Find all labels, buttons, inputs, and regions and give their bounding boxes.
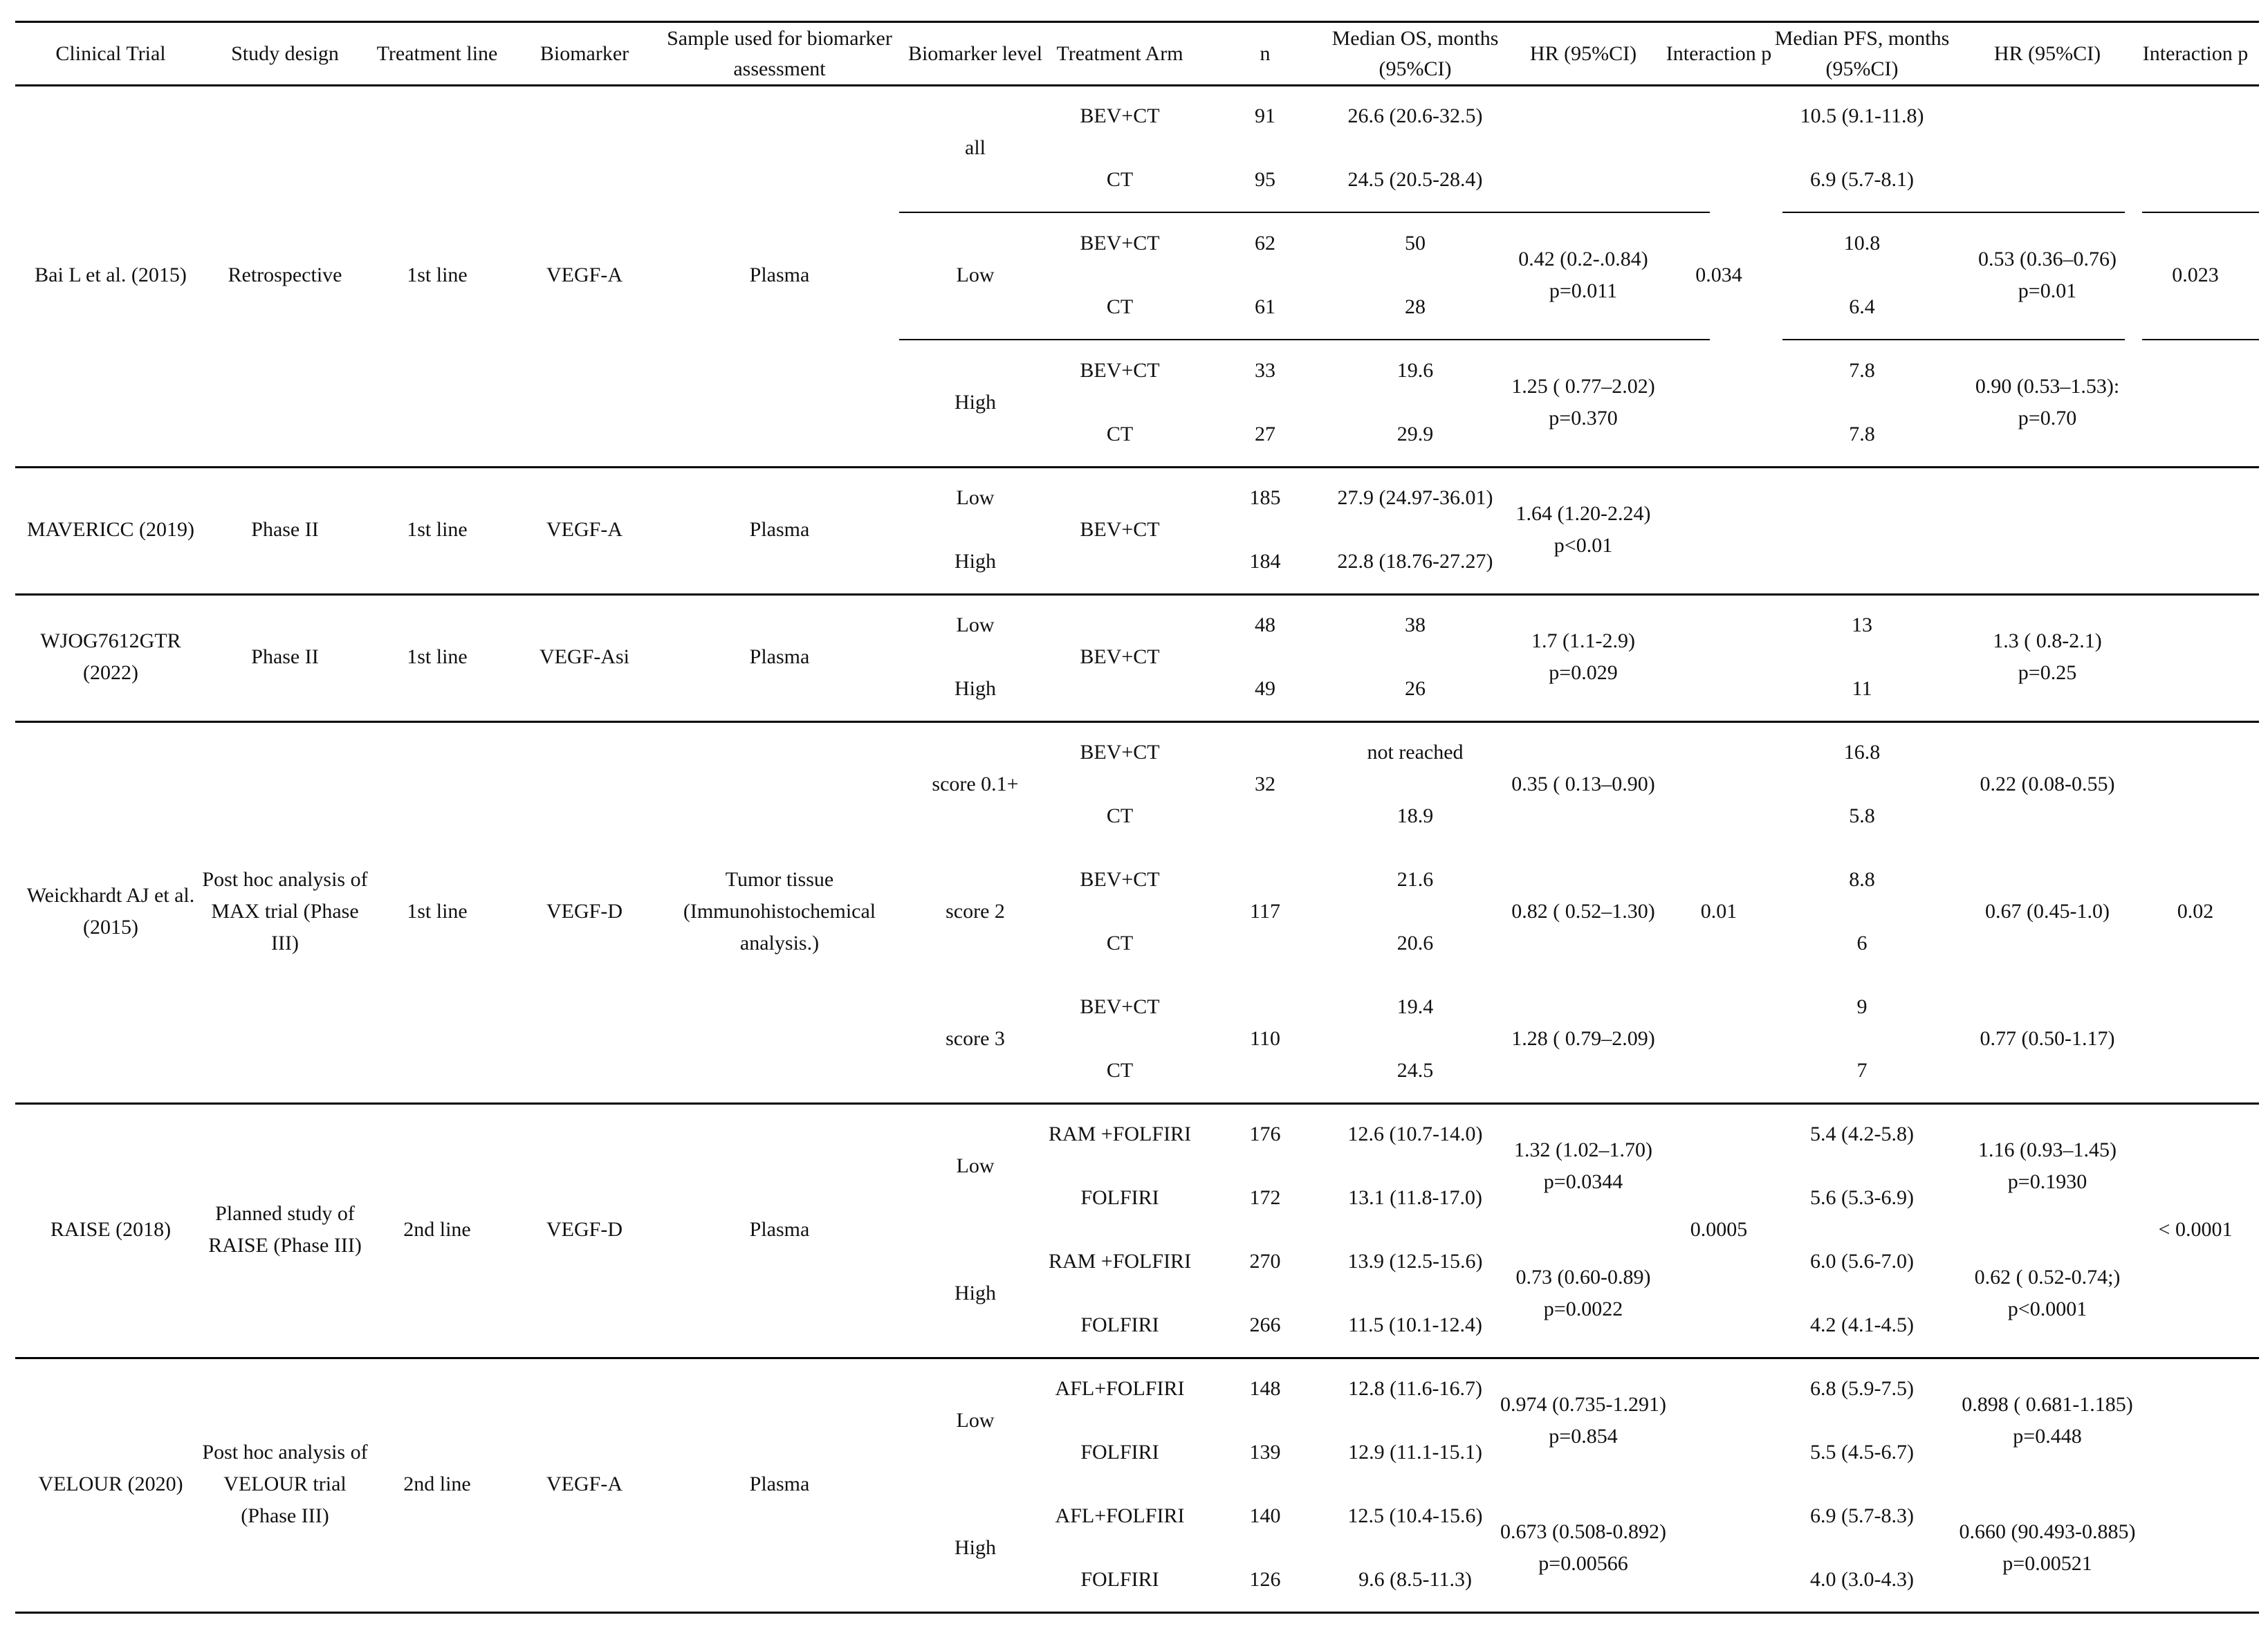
median-pfs: 4.0 (3.0-4.3) bbox=[1810, 1568, 1914, 1591]
hr-pfs-line: 0.53 (0.36–0.76) bbox=[1978, 248, 2117, 270]
median-pfs: 6 bbox=[1856, 932, 1868, 954]
treatment-arm: AFL+FOLFIRI bbox=[1055, 1504, 1185, 1527]
header-median-pfs-line: Median PFS, months bbox=[1774, 27, 1950, 50]
biomarker-level: High bbox=[955, 391, 996, 414]
table-rule bbox=[1782, 339, 2125, 340]
hr-pfs-line: p=0.1930 bbox=[2007, 1170, 2087, 1193]
n-value: 140 bbox=[1249, 1504, 1281, 1527]
header-interaction-p-os: Interaction p bbox=[1666, 42, 1772, 65]
sample-type-line: analysis.) bbox=[739, 932, 820, 954]
biomarker-name: VEGF-Asi bbox=[539, 645, 630, 668]
hr-os-line: 1.25 ( 0.77–2.02) bbox=[1511, 375, 1655, 398]
interaction-p-pfs: 0.02 bbox=[2177, 900, 2214, 923]
n-value: 126 bbox=[1249, 1568, 1281, 1591]
treatment-arm: CT bbox=[1106, 168, 1134, 191]
hr-pfs bbox=[1962, 1389, 2132, 1452]
median-os: 13.1 (11.8-17.0) bbox=[1348, 1186, 1482, 1209]
median-os: 24.5 (20.5-28.4) bbox=[1347, 168, 1483, 191]
study-design-line: Post hoc analysis of bbox=[202, 1441, 368, 1464]
n-value: 172 bbox=[1249, 1186, 1281, 1209]
median-os: 29.9 bbox=[1396, 423, 1434, 445]
n-value: 91 bbox=[1255, 104, 1275, 127]
treatment-arm: CT bbox=[1106, 423, 1134, 445]
sample-type bbox=[750, 1468, 810, 1500]
header-sample-line: Sample used for biomarker bbox=[667, 27, 892, 50]
median-os: 26 bbox=[1405, 677, 1426, 700]
treatment-line: 2nd line bbox=[403, 1473, 471, 1495]
hr-os bbox=[1500, 1389, 1666, 1452]
hr-os-line: p=0.011 bbox=[1549, 279, 1618, 302]
header-sample-line: assessment bbox=[733, 57, 826, 80]
hr-pfs-line: 1.3 ( 0.8-2.1) bbox=[1993, 629, 2102, 652]
biomarker-name: VEGF-A bbox=[546, 518, 623, 541]
treatment-line: 2nd line bbox=[403, 1218, 471, 1241]
treatment-arm: AFL+FOLFIRI bbox=[1055, 1377, 1185, 1400]
trial-name bbox=[38, 1468, 183, 1500]
biomarker-level: Low bbox=[956, 486, 995, 509]
trial-name-line: RAISE (2018) bbox=[50, 1218, 172, 1241]
header-treatment-line: Treatment line bbox=[376, 42, 498, 65]
table-rule bbox=[15, 1612, 2259, 1614]
trial-name bbox=[27, 880, 195, 943]
table-rule bbox=[899, 212, 1710, 213]
table-rule bbox=[15, 1357, 2259, 1359]
results-table bbox=[15, 21, 2259, 1632]
median-os: 24.5 bbox=[1396, 1059, 1434, 1082]
median-pfs: 6.0 (5.6-7.0) bbox=[1810, 1250, 1914, 1273]
biomarker-level: score 0.1+ bbox=[932, 773, 1019, 795]
sample-type bbox=[750, 641, 810, 673]
hr-os-line: 1.7 (1.1-2.9) bbox=[1531, 629, 1635, 652]
n-value: 266 bbox=[1249, 1313, 1281, 1336]
median-os: 19.4 bbox=[1396, 995, 1434, 1018]
table-rule bbox=[15, 84, 2259, 86]
hr-os-line: 0.974 (0.735-1.291) bbox=[1500, 1393, 1666, 1416]
treatment-arm: BEV+CT bbox=[1080, 104, 1160, 127]
treatment-arm: RAM +FOLFIRI bbox=[1048, 1123, 1192, 1145]
hr-pfs-line: 0.90 (0.53–1.53): bbox=[1975, 375, 2120, 398]
n-value: 117 bbox=[1250, 900, 1280, 923]
sample-type-line: Plasma bbox=[749, 1218, 810, 1241]
sample-type-line: (Immunohistochemical bbox=[683, 900, 876, 923]
hr-pfs-line: p=0.01 bbox=[2018, 279, 2077, 302]
trial-name bbox=[35, 259, 187, 291]
n-value: 184 bbox=[1249, 550, 1281, 573]
hr-os: 0.82 ( 0.52–1.30) bbox=[1511, 900, 1655, 923]
median-os: 22.8 (18.76-27.27) bbox=[1337, 550, 1493, 573]
header-biomarker: Biomarker bbox=[540, 42, 629, 65]
hr-pfs-line: 0.898 ( 0.681-1.185) bbox=[1962, 1393, 2133, 1416]
header-hr-pfs: HR (95%CI) bbox=[1993, 42, 2101, 65]
study-design bbox=[251, 514, 318, 546]
study-design-line: RAISE (Phase III) bbox=[208, 1234, 362, 1257]
biomarker-level: High bbox=[955, 677, 996, 700]
biomarker-level: High bbox=[955, 550, 996, 573]
n-value: 95 bbox=[1255, 168, 1275, 191]
table-rule bbox=[2142, 339, 2259, 340]
hr-pfs-line: p=0.00521 bbox=[2002, 1552, 2092, 1575]
header-median-pfs-line: (95%CI) bbox=[1825, 57, 1899, 80]
hr-pfs bbox=[1960, 1516, 2136, 1580]
median-os: 13.9 (12.5-15.6) bbox=[1347, 1250, 1483, 1273]
treatment-arm: BEV+CT bbox=[1080, 518, 1160, 541]
header-median-os-line: Median OS, months bbox=[1331, 27, 1499, 50]
n-value: 48 bbox=[1255, 614, 1275, 636]
median-pfs: 10.8 bbox=[1843, 232, 1881, 255]
header-median-os bbox=[1332, 24, 1499, 84]
n-value: 62 bbox=[1255, 232, 1275, 255]
hr-os: 0.35 ( 0.13–0.90) bbox=[1511, 773, 1655, 795]
n-value: 33 bbox=[1255, 359, 1275, 382]
table-rule bbox=[2142, 212, 2259, 213]
sample-type bbox=[750, 1214, 810, 1246]
trial-name-line: (2022) bbox=[83, 661, 138, 684]
study-design bbox=[208, 1198, 362, 1262]
table-rule bbox=[15, 593, 2259, 596]
hr-pfs-line: p=0.448 bbox=[2013, 1425, 2082, 1448]
table-rule bbox=[1782, 212, 2125, 213]
median-pfs: 10.5 (9.1-11.8) bbox=[1800, 104, 1924, 127]
treatment-arm: CT bbox=[1106, 932, 1134, 954]
study-design-line: Phase II bbox=[251, 645, 319, 668]
study-design bbox=[251, 641, 318, 673]
sample-type-line: Tumor tissue bbox=[725, 868, 834, 891]
median-pfs: 6.9 (5.7-8.3) bbox=[1810, 1504, 1914, 1527]
hr-pfs-line: p<0.0001 bbox=[2007, 1298, 2087, 1320]
hr-os: 1.28 ( 0.79–2.09) bbox=[1511, 1027, 1655, 1050]
treatment-arm: FOLFIRI bbox=[1080, 1313, 1159, 1336]
trial-name-line: Bai L et al. (2015) bbox=[35, 264, 187, 286]
hr-os bbox=[1516, 498, 1651, 562]
header-study-design: Study design bbox=[231, 42, 339, 65]
biomarker-level: Low bbox=[956, 1409, 995, 1432]
trial-name-line: WJOG7612GTR bbox=[40, 629, 181, 652]
hr-os bbox=[1531, 625, 1635, 689]
treatment-arm: BEV+CT bbox=[1080, 232, 1160, 255]
hr-os-line: 1.64 (1.20-2.24) bbox=[1515, 502, 1651, 525]
sample-type bbox=[750, 514, 810, 546]
median-os: 9.6 (8.5-11.3) bbox=[1358, 1568, 1472, 1591]
hr-os-line: 0.673 (0.508-0.892) bbox=[1500, 1520, 1666, 1543]
hr-os bbox=[1518, 243, 1648, 307]
hr-pfs bbox=[1993, 625, 2101, 689]
header-biomarker-level: Biomarker level bbox=[907, 42, 1043, 65]
median-pfs: 7.8 bbox=[1849, 359, 1875, 382]
median-pfs: 5.5 (4.5-6.7) bbox=[1810, 1441, 1914, 1464]
median-os: 20.6 bbox=[1396, 932, 1434, 954]
treatment-arm: RAM +FOLFIRI bbox=[1048, 1250, 1192, 1273]
hr-pfs bbox=[1975, 1262, 2121, 1325]
median-os: 19.6 bbox=[1396, 359, 1434, 382]
median-pfs: 5.8 bbox=[1849, 804, 1875, 827]
median-os: 28 bbox=[1405, 295, 1426, 318]
median-os: 38 bbox=[1405, 614, 1426, 636]
median-os: not reached bbox=[1367, 741, 1464, 764]
trial-name bbox=[40, 625, 181, 689]
treatment-arm: BEV+CT bbox=[1080, 868, 1160, 891]
biomarker-level: all bbox=[965, 136, 986, 159]
biomarker-level: High bbox=[955, 1536, 996, 1559]
header-interaction-p-pfs: Interaction p bbox=[2142, 42, 2249, 65]
median-os: 12.8 (11.6-16.7) bbox=[1348, 1377, 1482, 1400]
study-design-line: Planned study of bbox=[215, 1202, 355, 1225]
median-os: 26.6 (20.6-32.5) bbox=[1347, 104, 1483, 127]
interaction-p-os: 0.01 bbox=[1700, 900, 1737, 923]
biomarker-level: Low bbox=[956, 1154, 995, 1177]
n-value: 110 bbox=[1250, 1027, 1280, 1050]
treatment-arm: CT bbox=[1106, 1059, 1134, 1082]
n-value: 185 bbox=[1249, 486, 1281, 509]
n-value: 148 bbox=[1249, 1377, 1281, 1400]
hr-pfs bbox=[1978, 1134, 2117, 1198]
study-design-line: Post hoc analysis of bbox=[202, 868, 368, 891]
biomarker-name: VEGF-D bbox=[546, 900, 623, 923]
hr-os-line: 0.42 (0.2-.0.84) bbox=[1518, 248, 1648, 270]
sample-type-line: Plasma bbox=[749, 264, 810, 286]
treatment-arm: FOLFIRI bbox=[1080, 1441, 1159, 1464]
sample-type bbox=[750, 259, 810, 291]
table-rule bbox=[15, 21, 2259, 23]
n-value: 61 bbox=[1255, 295, 1275, 318]
sample-type-line: Plasma bbox=[749, 518, 810, 541]
median-pfs: 11 bbox=[1852, 677, 1872, 700]
treatment-arm: CT bbox=[1106, 804, 1134, 827]
study-design-line: Retrospective bbox=[228, 264, 342, 286]
median-os: 12.6 (10.7-14.0) bbox=[1347, 1123, 1483, 1145]
hr-os-line: 0.73 (0.60-0.89) bbox=[1515, 1266, 1651, 1289]
median-pfs: 5.6 (5.3-6.9) bbox=[1810, 1186, 1914, 1209]
interaction-p-os: 0.034 bbox=[1695, 264, 1742, 286]
table-rule bbox=[15, 466, 2259, 468]
median-pfs: 6.4 bbox=[1849, 295, 1875, 318]
sample-type-line: Plasma bbox=[749, 1473, 810, 1495]
median-os: 21.6 bbox=[1396, 868, 1434, 891]
hr-pfs-line: 1.16 (0.93–1.45) bbox=[1978, 1138, 2117, 1161]
median-pfs: 8.8 bbox=[1849, 868, 1875, 891]
median-os: 18.9 bbox=[1396, 804, 1434, 827]
treatment-arm: BEV+CT bbox=[1080, 741, 1160, 764]
median-os: 12.5 (10.4-15.6) bbox=[1347, 1504, 1483, 1527]
header-median-os-line: (95%CI) bbox=[1379, 57, 1452, 80]
study-design-line: MAX trial (Phase bbox=[211, 900, 359, 923]
median-pfs: 6.9 (5.7-8.1) bbox=[1810, 168, 1914, 191]
median-pfs: 4.2 (4.1-4.5) bbox=[1810, 1313, 1914, 1336]
hr-pfs-line: p=0.25 bbox=[2018, 661, 2077, 684]
treatment-line: 1st line bbox=[407, 900, 468, 923]
hr-os bbox=[1516, 1262, 1651, 1325]
interaction-p-pfs: < 0.0001 bbox=[2158, 1218, 2233, 1241]
trial-name-line: MAVERICC (2019) bbox=[27, 518, 194, 541]
treatment-arm: FOLFIRI bbox=[1080, 1568, 1159, 1591]
hr-pfs: 0.67 (0.45-1.0) bbox=[1985, 900, 2110, 923]
hr-os-line: p=0.00566 bbox=[1538, 1552, 1628, 1575]
trial-name-line: Weickhardt AJ et al. bbox=[26, 884, 195, 907]
hr-os-line: p=0.854 bbox=[1549, 1425, 1618, 1448]
n-value: 32 bbox=[1255, 773, 1275, 795]
median-os: 50 bbox=[1405, 232, 1426, 255]
biomarker-level: score 2 bbox=[946, 900, 1005, 923]
header-median-pfs bbox=[1775, 24, 1950, 84]
median-pfs: 13 bbox=[1852, 614, 1872, 636]
study-design-line: III) bbox=[271, 932, 299, 954]
interaction-p-pfs: 0.023 bbox=[2172, 264, 2219, 286]
median-pfs: 7.8 bbox=[1849, 423, 1875, 445]
table-rule bbox=[899, 339, 1710, 340]
interaction-p-os: 0.0005 bbox=[1690, 1218, 1748, 1241]
treatment-line: 1st line bbox=[407, 518, 468, 541]
header-hr-os: HR (95%CI) bbox=[1529, 42, 1637, 65]
header-sample bbox=[667, 24, 892, 84]
treatment-line: 1st line bbox=[407, 264, 468, 286]
header-n: n bbox=[1260, 42, 1271, 65]
median-pfs: 16.8 bbox=[1843, 741, 1881, 764]
n-value: 139 bbox=[1249, 1441, 1281, 1464]
n-value: 27 bbox=[1255, 423, 1275, 445]
study-design bbox=[228, 259, 342, 291]
trial-name bbox=[50, 1214, 171, 1246]
study-design-line: (Phase III) bbox=[241, 1504, 329, 1527]
hr-pfs bbox=[1978, 243, 2117, 307]
study-design bbox=[202, 1437, 367, 1532]
sample-type bbox=[683, 864, 876, 959]
table-rule bbox=[15, 1103, 2259, 1105]
n-value: 270 bbox=[1249, 1250, 1281, 1273]
study-design-line: VELOUR trial bbox=[223, 1473, 347, 1495]
trial-name-line: VELOUR (2020) bbox=[38, 1473, 183, 1495]
sample-type-line: Plasma bbox=[749, 645, 810, 668]
hr-pfs-line: 0.62 ( 0.52-0.74;) bbox=[1974, 1266, 2121, 1289]
median-pfs: 9 bbox=[1856, 995, 1868, 1018]
hr-os-line: p=0.0344 bbox=[1543, 1170, 1623, 1193]
treatment-arm: CT bbox=[1106, 295, 1134, 318]
median-os: 11.5 (10.1-12.4) bbox=[1348, 1313, 1482, 1336]
treatment-arm: FOLFIRI bbox=[1080, 1186, 1159, 1209]
hr-pfs: 0.77 (0.50-1.17) bbox=[1980, 1027, 2115, 1050]
hr-os bbox=[1500, 1516, 1666, 1580]
median-pfs: 6.8 (5.9-7.5) bbox=[1810, 1377, 1914, 1400]
hr-os bbox=[1514, 1134, 1652, 1198]
median-os: 27.9 (24.97-36.01) bbox=[1337, 486, 1493, 509]
hr-os-line: p=0.029 bbox=[1549, 661, 1618, 684]
treatment-arm: BEV+CT bbox=[1080, 645, 1160, 668]
hr-os-line: p<0.01 bbox=[1554, 534, 1613, 557]
header-clinical-trial: Clinical Trial bbox=[55, 42, 166, 65]
biomarker-name: VEGF-A bbox=[546, 264, 623, 286]
treatment-arm: BEV+CT bbox=[1080, 995, 1160, 1018]
n-value: 49 bbox=[1255, 677, 1275, 700]
hr-pfs-line: 0.660 (90.493-0.885) bbox=[1959, 1520, 2136, 1543]
hr-os-line: p=0.370 bbox=[1549, 407, 1618, 430]
study-design-line: Phase II bbox=[251, 518, 319, 541]
hr-pfs-line: p=0.70 bbox=[2018, 407, 2077, 430]
trial-name bbox=[27, 514, 194, 546]
hr-pfs bbox=[1975, 371, 2119, 434]
treatment-arm: BEV+CT bbox=[1080, 359, 1160, 382]
median-pfs: 7 bbox=[1856, 1059, 1868, 1082]
hr-os bbox=[1511, 371, 1654, 434]
study-design bbox=[202, 864, 367, 959]
header-treatment-arm: Treatment Arm bbox=[1056, 42, 1183, 65]
hr-os-line: 1.32 (1.02–1.70) bbox=[1514, 1138, 1652, 1161]
biomarker-level: High bbox=[955, 1282, 996, 1304]
biomarker-name: VEGF-A bbox=[546, 1473, 623, 1495]
hr-pfs: 0.22 (0.08-0.55) bbox=[1980, 773, 2115, 795]
table-rule bbox=[15, 721, 2259, 723]
hr-os-line: p=0.0022 bbox=[1543, 1298, 1623, 1320]
biomarker-name: VEGF-D bbox=[546, 1218, 623, 1241]
treatment-line: 1st line bbox=[407, 645, 468, 668]
biomarker-level: Low bbox=[956, 614, 995, 636]
n-value: 176 bbox=[1249, 1123, 1281, 1145]
biomarker-level: Low bbox=[956, 264, 995, 286]
median-pfs: 5.4 (4.2-5.8) bbox=[1810, 1123, 1914, 1145]
trial-name-line: (2015) bbox=[83, 916, 138, 939]
median-os: 12.9 (11.1-15.1) bbox=[1348, 1441, 1482, 1464]
biomarker-level: score 3 bbox=[946, 1027, 1005, 1050]
